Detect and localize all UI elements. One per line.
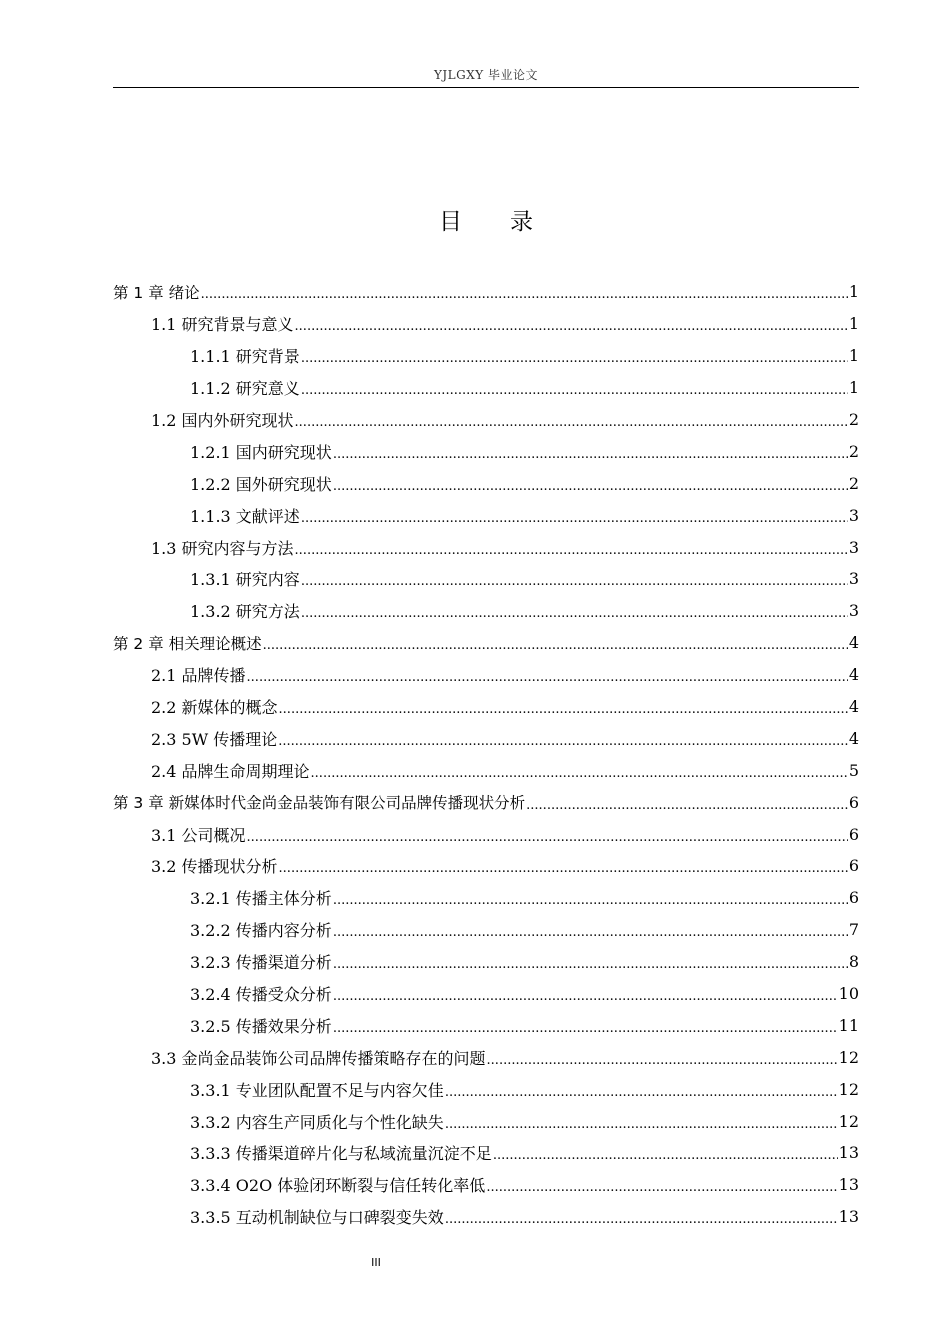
toc-dot-leader xyxy=(333,957,848,972)
toc-entry[interactable] xyxy=(113,914,859,946)
toc-entry-page: 4 xyxy=(848,697,859,717)
page-number: III xyxy=(371,1256,381,1269)
toc-entry-page: 6 xyxy=(848,888,859,908)
toc-dot-leader xyxy=(247,670,848,685)
toc-dot-leader xyxy=(295,543,848,558)
toc-entry-label: 3.3.1 专业团队配置不足与内容欠佳 xyxy=(190,1080,444,1100)
toc-entry-page: 10 xyxy=(838,984,859,1004)
toc-entry[interactable] xyxy=(113,1041,859,1073)
toc-entry[interactable] xyxy=(113,595,859,627)
toc-dot-leader xyxy=(263,638,848,653)
toc-entry[interactable] xyxy=(113,467,859,499)
toc-dot-leader xyxy=(526,798,848,813)
toc-entry[interactable] xyxy=(113,627,859,659)
toc-dot-leader xyxy=(333,1021,838,1036)
toc-entry-page: 3 xyxy=(848,505,859,525)
toc-dot-leader xyxy=(201,287,848,302)
toc-entry-page: 13 xyxy=(838,1207,859,1227)
toc-entry[interactable] xyxy=(113,435,859,467)
toc-entry-label: 1.3.1 研究内容 xyxy=(190,570,300,590)
toc-entry-label: 1.1.1 研究背景 xyxy=(190,347,300,367)
toc-entry-page: 1 xyxy=(848,314,859,334)
toc-entry[interactable] xyxy=(113,276,859,308)
toc-entry-label: 3.2.4 传播受众分析 xyxy=(190,985,332,1005)
toc-entry[interactable] xyxy=(113,818,859,850)
toc-entry-label: 2.1 品牌传播 xyxy=(151,666,246,686)
toc-entry-page: 3 xyxy=(848,601,859,621)
toc-entry-page: 11 xyxy=(838,1015,859,1035)
toc-entry-page: 2 xyxy=(848,473,859,493)
toc-entry-page: 2 xyxy=(848,410,859,429)
toc-entry[interactable] xyxy=(113,722,859,754)
toc-entry[interactable] xyxy=(113,978,859,1010)
toc-entry-label: 3.3.5 互动机制缺位与口碑裂变失效 xyxy=(190,1208,444,1228)
toc-dot-leader xyxy=(333,893,848,908)
toc-entry-label: 1.2.1 国内研究现状 xyxy=(190,442,332,462)
toc-dot-leader xyxy=(301,511,848,526)
toc-dot-leader xyxy=(487,1053,838,1068)
toc-entry-page: 12 xyxy=(838,1079,859,1099)
header-rule xyxy=(113,87,859,88)
toc-entry[interactable] xyxy=(113,372,859,404)
toc-entry-label: 1.1.2 研究意义 xyxy=(190,379,300,399)
toc-entry[interactable] xyxy=(113,499,859,531)
toc-entry[interactable] xyxy=(113,308,859,340)
running-header: YJLGXY 毕业论文 xyxy=(433,68,539,82)
toc-entry[interactable] xyxy=(113,882,859,914)
toc-entry[interactable] xyxy=(113,691,859,723)
toc-entry-label: 2.4 品牌生命周期理论 xyxy=(151,761,310,781)
toc-entry-label: 第 3 章 新媒体时代金尚金品装饰有限公司品牌传播现状分析 xyxy=(113,794,526,813)
toc-entry-label: 1.2.2 国外研究现状 xyxy=(190,474,332,494)
toc-entry-label: 第 2 章 相关理论概述 xyxy=(113,634,262,653)
toc-entry[interactable] xyxy=(113,404,859,436)
toc-entry-page: 3 xyxy=(848,569,859,589)
toc-dot-leader xyxy=(295,319,848,334)
toc-entry[interactable] xyxy=(113,1009,859,1041)
toc-entry-page: 1 xyxy=(848,282,859,302)
toc-entry-label: 1.1 研究背景与意义 xyxy=(151,315,294,335)
toc-entry-label: 3.2.5 传播效果分析 xyxy=(190,1016,332,1036)
toc-entry-page: 12 xyxy=(838,1047,859,1067)
toc-dot-leader xyxy=(445,1212,838,1227)
toc-entry-label: 3.2.2 传播内容分析 xyxy=(190,921,332,941)
toc-dot-leader xyxy=(295,415,848,430)
toc-entry-page: 12 xyxy=(838,1111,859,1131)
toc-entry-label: 1.1.3 文献评述 xyxy=(190,506,300,526)
toc-entry[interactable] xyxy=(113,946,859,978)
toc-dot-leader xyxy=(301,606,848,621)
toc-entry[interactable] xyxy=(113,1201,859,1233)
toc-entry-page: 3 xyxy=(848,537,859,557)
toc-entry[interactable] xyxy=(113,1073,859,1105)
toc-entry-label: 3.2 传播现状分析 xyxy=(151,857,278,877)
toc-entry[interactable] xyxy=(113,850,859,882)
toc-entry[interactable] xyxy=(113,1169,859,1201)
toc-dot-leader xyxy=(333,925,848,940)
toc-entry[interactable] xyxy=(113,1105,859,1137)
toc-entry-page: 1 xyxy=(848,378,859,398)
toc-entry[interactable] xyxy=(113,563,859,595)
toc-entry-label: 3.2.1 传播主体分析 xyxy=(190,889,332,909)
toc-entry-page: 8 xyxy=(848,952,859,972)
toc-entry[interactable] xyxy=(113,786,859,818)
toc-entry-page: 13 xyxy=(838,1175,859,1195)
toc-entry-label: 3.3.3 传播渠道碎片化与私域流量沉淀不足 xyxy=(190,1144,492,1164)
toc-entry-label: 3.3.4 O2O 体验闭环断裂与信任转化率低 xyxy=(190,1176,486,1196)
toc-entry-label: 3.3.2 内容生产同质化与个性化缺失 xyxy=(190,1112,444,1132)
toc-dot-leader xyxy=(311,766,848,781)
toc-entry-label: 3.2.3 传播渠道分析 xyxy=(190,953,332,973)
toc-dot-leader xyxy=(301,351,848,366)
toc-dot-leader xyxy=(247,830,848,845)
toc-entry-page: 6 xyxy=(848,856,859,876)
toc-entry-label: 1.2 国内外研究现状 xyxy=(151,411,294,430)
toc-entry-page: 1 xyxy=(848,346,859,366)
toc-entry[interactable] xyxy=(113,531,859,563)
toc-dot-leader xyxy=(333,989,838,1004)
toc-entry-page: 13 xyxy=(838,1143,859,1163)
toc-title: 目录 xyxy=(439,209,581,235)
toc-entry-label: 1.3 研究内容与方法 xyxy=(151,538,294,558)
toc-entry-label: 3.1 公司概况 xyxy=(151,825,246,845)
toc-dot-leader xyxy=(486,1180,837,1195)
toc-entry-label: 1.3.2 研究方法 xyxy=(190,602,300,622)
toc-dot-leader xyxy=(333,479,848,494)
toc-entry-label: 2.3 5W 传播理论 xyxy=(151,729,278,749)
toc-entry-page: 6 xyxy=(848,792,859,812)
toc-entry-label: 3.3 金尚金品装饰公司品牌传播策略存在的问题 xyxy=(151,1048,486,1068)
table-of-contents xyxy=(113,276,859,1233)
toc-entry-page: 4 xyxy=(848,728,859,748)
toc-entry-label: 第 1 章 绪论 xyxy=(113,283,200,302)
toc-dot-leader xyxy=(445,1117,838,1132)
toc-entry-page: 4 xyxy=(848,633,859,653)
toc-entry[interactable] xyxy=(113,340,859,372)
toc-entry[interactable] xyxy=(113,1137,859,1169)
toc-dot-leader xyxy=(493,1148,838,1163)
toc-entry-page: 4 xyxy=(848,665,859,685)
toc-entry-label: 2.2 新媒体的概念 xyxy=(151,698,278,718)
toc-dot-leader xyxy=(279,702,848,717)
toc-entry-page: 2 xyxy=(848,441,859,461)
toc-entry-page: 6 xyxy=(848,824,859,844)
toc-dot-leader xyxy=(301,574,848,589)
toc-entry[interactable] xyxy=(113,754,859,786)
toc-dot-leader xyxy=(333,447,848,462)
toc-entry-page: 5 xyxy=(848,760,859,780)
toc-dot-leader xyxy=(445,1085,838,1100)
toc-entry[interactable] xyxy=(113,659,859,691)
toc-dot-leader xyxy=(278,734,848,749)
toc-dot-leader xyxy=(279,861,848,876)
toc-entry-page: 7 xyxy=(848,920,859,940)
toc-dot-leader xyxy=(301,383,848,398)
